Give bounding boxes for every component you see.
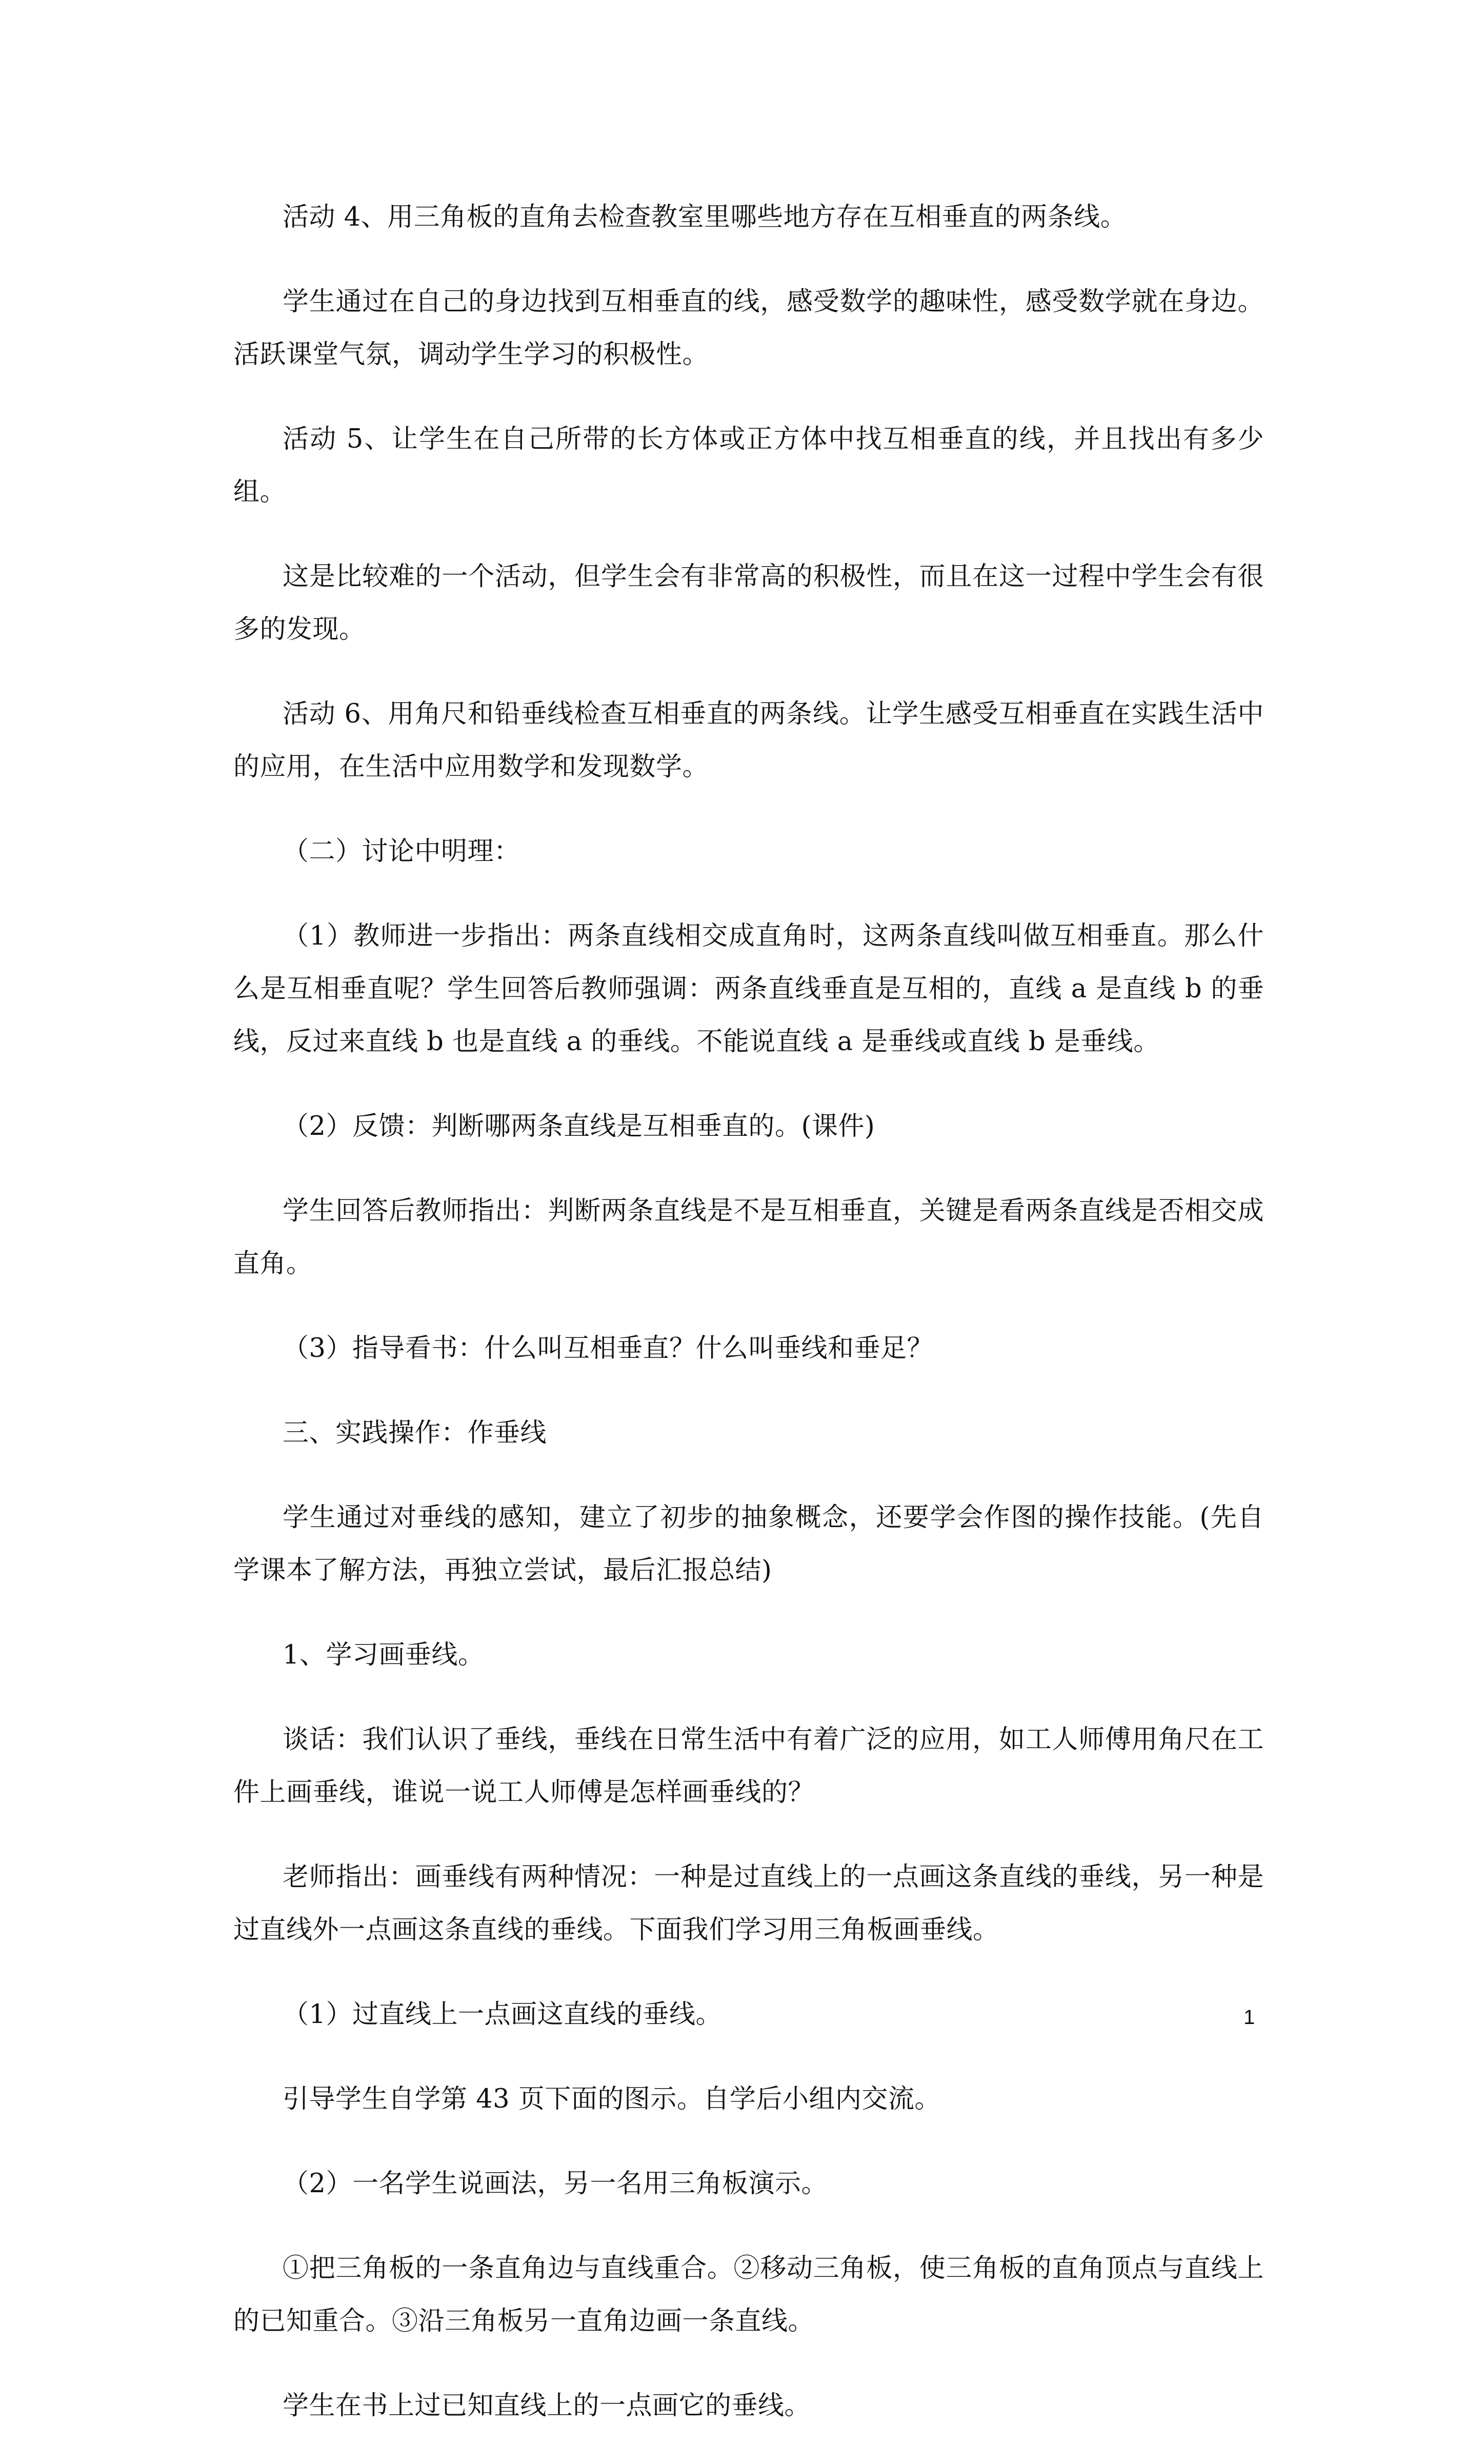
paragraph-activity-4-note: 学生通过在自己的身边找到互相垂直的线，感受数学的趣味性，感受数学就在身边。活跃课堂气氛，调动学生学习的积极性。: [233, 287, 1264, 370]
subheading-learn-draw: 1、学习画垂线。: [283, 1640, 485, 1670]
paragraph-discussion-2: （2）反馈：判断哪两条直线是互相垂直的。(课件): [283, 1111, 875, 1141]
section-heading-practice: 三、实践操作：作垂线: [283, 1418, 547, 1448]
section-heading-discussion: （二）讨论中明理：: [283, 836, 520, 867]
paragraph-teacher-points: 老师指出：画垂线有两种情况：一种是过直线上的一点画这条直线的垂线，另一种是过直线外一点画这条直线的垂线。下面我们学习用三角板画垂线。: [233, 1862, 1264, 1945]
paragraph-activity-5-note: 这是比较难的一个活动，但学生会有非常高的积极性，而且在这一过程中学生会有很多的发现。: [233, 562, 1264, 645]
paragraph-activity-4: 活动 4、用三角板的直角去检查教室里哪些地方存在互相垂直的两条线。: [283, 202, 1127, 232]
document-body: [233, 191, 1264, 2464]
paragraph-method-steps: ①把三角板的一条直角边与直线重合。②移动三角板，使三角板的直角顶点与直线上的已知重合。③沿三角板另一直角边画一条直线。: [233, 2253, 1264, 2336]
paragraph-activity-5: 活动 5、让学生在自己所带的长方体或正方体中找互相垂直的线，并且找出有多少组。: [233, 424, 1264, 507]
paragraph-step-2: （2）一名学生说画法，另一名用三角板演示。: [283, 2169, 828, 2199]
paragraph-talk: 谈话：我们认识了垂线，垂线在日常生活中有着广泛的应用，如工人师傅用角尺在工件上画垂线，谁说一说工人师傅是怎样画垂线的？: [233, 1725, 1264, 1808]
paragraph-student-practice: 学生在书上过已知直线上的一点画它的垂线。: [283, 2391, 811, 2421]
paragraph-discussion-3: （3）指导看书：什么叫互相垂直？什么叫垂线和垂足？: [283, 1333, 933, 1364]
paragraph-practice-intro: 学生通过对垂线的感知，建立了初步的抽象概念，还要学会作图的操作技能。(先自学课本了解方法，再独立尝试，最后汇报总结): [233, 1503, 1264, 1586]
paragraph-step-1: （1）过直线上一点画这直线的垂线。: [283, 1999, 722, 2030]
paragraph-discussion-1: （1）教师进一步指出：两条直线相交成直角时，这两条直线叫做互相垂直。那么什么是互相垂直呢？学生回答后教师强调：两条直线垂直是互相的，直线 a 是直线 b 的垂线，反过来直线 b 也是直线 a 的垂线。不能说直线 a 是垂线或直线 b 是垂线。: [233, 921, 1264, 1057]
paragraph-activity-6: 活动 6、用角尺和铅垂线检查互相垂直的两条线。让学生感受互相垂直在实践生活中的应用，在生活中应用数学和发现数学。: [233, 699, 1264, 782]
paragraph-self-study: 引导学生自学第 43 页下面的图示。自学后小组内交流。: [283, 2084, 941, 2114]
page-number: 1: [1244, 2006, 1255, 2029]
paragraph-discussion-2-note: 学生回答后教师指出：判断两条直线是不是互相垂直，关键是看两条直线是否相交成直角。: [233, 1196, 1264, 1279]
